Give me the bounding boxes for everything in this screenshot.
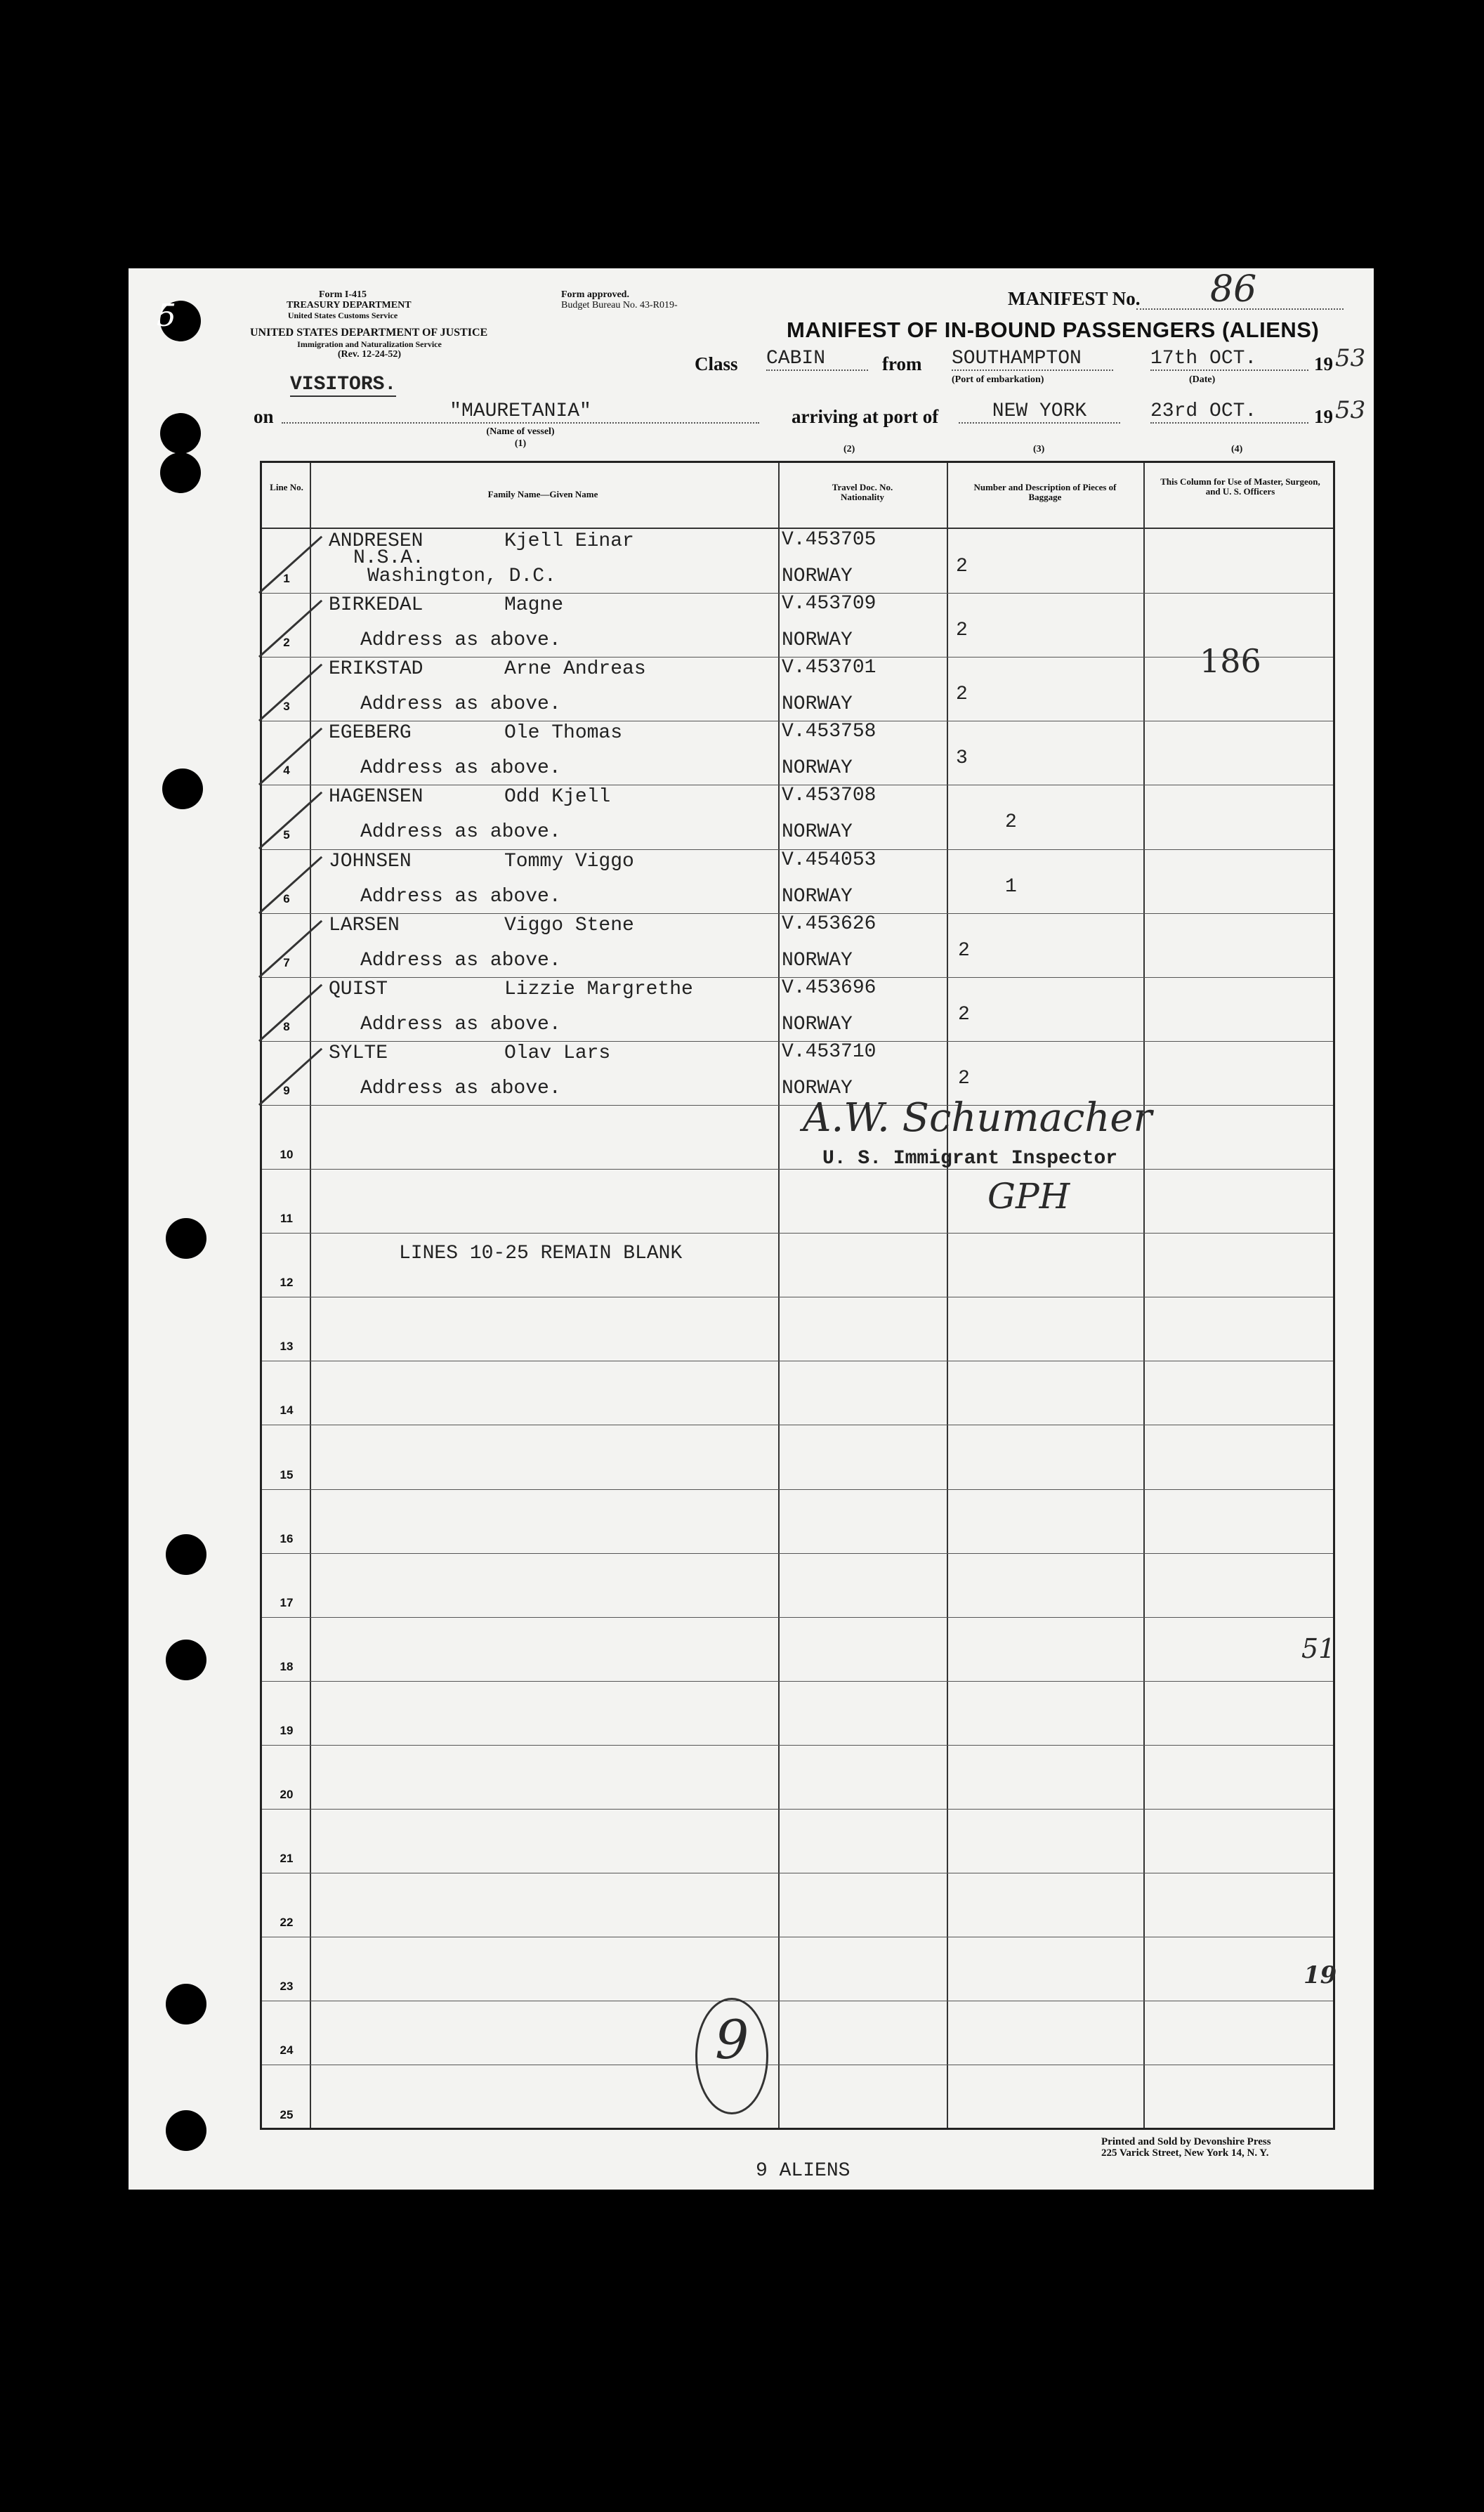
travel-doc-number: V.453696 [782, 976, 876, 999]
family-name: ERIKSTAD [329, 658, 423, 681]
margin-mark: 5 [157, 298, 176, 334]
line-number: 19 [280, 1723, 294, 1737]
nationality: NORWAY [782, 949, 853, 972]
col-divider [947, 463, 948, 2128]
blank-lines-note: LINES 10-25 REMAIN BLANK [399, 1243, 683, 1264]
class-value: CABIN [766, 348, 868, 371]
line-number: 16 [280, 1531, 294, 1545]
form-id: Form I-415 [318, 289, 367, 300]
row-divider [262, 1617, 1333, 1618]
manifest-title: MANIFEST OF IN-BOUND PASSENGERS (ALIENS) [787, 318, 1320, 342]
year-value: 53 [1335, 344, 1366, 372]
inspector-initials: GPH [987, 1176, 1070, 1217]
given-name: Magne [504, 594, 564, 617]
line-number: 20 [280, 1788, 294, 1801]
arriving-label: arriving at port of [792, 406, 939, 427]
travel-doc-number: V.453710 [782, 1040, 876, 1063]
col-header-line: Line No. [270, 482, 303, 492]
baggage-count: 1 [1005, 875, 1017, 898]
binder-hole [162, 768, 203, 809]
row-divider [262, 1745, 1333, 1746]
inspector-title: U. S. Immigrant Inspector [822, 1148, 1118, 1170]
nationality: NORWAY [782, 693, 853, 716]
row-divider [262, 1169, 1333, 1170]
line-number: 8 [283, 1019, 290, 1033]
line-number: 10 [280, 1148, 294, 1161]
manifest-label: MANIFEST No. [1008, 288, 1141, 309]
baggage-count: 2 [958, 939, 970, 962]
baggage-count: 2 [956, 556, 968, 577]
family-name: SYLTE [329, 1042, 388, 1064]
printer-line-2: 225 Varick Street, New York 14, N. Y. [1101, 2147, 1269, 2159]
line-number: 24 [280, 2043, 294, 2058]
line-number: 3 [283, 700, 290, 714]
line-number: 2 [283, 636, 290, 650]
col-divider [310, 463, 311, 2128]
given-name: Kjell Einar [504, 530, 634, 552]
class-label: Class [695, 353, 738, 374]
year-prefix: 19 [1314, 353, 1333, 374]
given-name: Arne Andreas [504, 658, 646, 681]
binder-hole [166, 1984, 206, 2024]
address-line: Address as above. [360, 821, 561, 844]
line-number: 6 [283, 891, 290, 905]
row-divider [262, 1809, 1333, 1810]
margin-note-23: 19 [1304, 1961, 1337, 1989]
address-line: Address as above. [360, 629, 561, 652]
travel-doc-number: V.453701 [782, 657, 876, 679]
binder-hole [160, 413, 201, 454]
line-number: 18 [280, 1659, 294, 1673]
address-line: Washington, D.C. [367, 565, 556, 587]
officer-number: 186 [1200, 642, 1261, 680]
nationality: NORWAY [782, 565, 853, 587]
col-2-number: (2) [843, 444, 855, 454]
row-divider [262, 1489, 1333, 1490]
row-divider [262, 1105, 1333, 1106]
address-line: Address as above. [360, 1013, 561, 1035]
binder-hole [166, 1534, 206, 1575]
margin-note-18: 51 [1301, 1633, 1336, 1664]
embarkation-caption: (Port of embarkation) [952, 374, 1044, 385]
budget-bureau: Budget Bureau No. 43-R019- [561, 300, 678, 310]
ins-heading: Immigration and Naturalization Service [297, 339, 442, 349]
baggage-count: 2 [958, 1067, 970, 1090]
row-divider [262, 1681, 1333, 1682]
line-number: 1 [283, 572, 290, 586]
address-line: N.S.A. [353, 547, 424, 569]
address-line: Address as above. [360, 949, 561, 972]
family-name: JOHNSEN [329, 850, 412, 872]
col-header-officers: This Column for Use of Master, Surgeon, and U. S. Officers [1160, 476, 1320, 497]
date-value: 17th OCT. [1150, 348, 1308, 371]
col-header-doc: Travel Doc. No. Nationality [832, 482, 893, 502]
travel-doc-number: V.454053 [782, 849, 876, 871]
family-name: LARSEN [329, 914, 400, 936]
baggage-count: 2 [958, 1003, 970, 1026]
travel-doc-number: V.453705 [782, 529, 876, 551]
binder-hole [166, 2110, 206, 2151]
binder-hole [166, 1218, 206, 1259]
col-1-number: (1) [514, 438, 527, 449]
baggage-count: 3 [956, 747, 968, 770]
address-line: Address as above. [360, 693, 561, 716]
from-value: SOUTHAMPTON [952, 348, 1113, 371]
family-name: QUIST [329, 978, 388, 1000]
row-divider [262, 1553, 1333, 1554]
travel-doc-number: V.453758 [782, 721, 876, 743]
nationality: NORWAY [782, 885, 853, 908]
line-number: 12 [280, 1276, 294, 1290]
line-number: 11 [280, 1212, 293, 1226]
line-number: 25 [280, 2107, 294, 2121]
line-number: 13 [280, 1340, 294, 1354]
inspector-signature: A.W. Schumacher [803, 1095, 1153, 1141]
circled-count-value: 9 [715, 2008, 749, 2071]
row-divider [262, 1233, 1333, 1234]
given-name: Lizzie Margrethe [504, 978, 693, 1000]
address-line: Address as above. [360, 757, 561, 780]
col-divider [778, 463, 780, 2128]
line-number: 21 [280, 1852, 294, 1866]
col-3-number: (3) [1033, 444, 1045, 454]
arrival-year-prefix: 19 [1314, 406, 1333, 427]
arrival-port: NEW YORK [959, 400, 1120, 424]
vessel-name: "MAURETANIA" [282, 400, 759, 424]
nationality: NORWAY [782, 1013, 853, 1035]
travel-doc-number: V.453708 [782, 785, 876, 807]
date-caption: (Date) [1189, 374, 1216, 385]
from-label: from [882, 353, 922, 374]
baggage-count: 2 [956, 620, 968, 642]
treasury-department: TREASURY DEPARTMENT [287, 300, 412, 310]
family-name: HAGENSEN [329, 786, 423, 809]
nationality: NORWAY [782, 629, 853, 652]
nationality: NORWAY [782, 821, 853, 844]
given-name: Olav Lars [504, 1042, 611, 1064]
printer-line-1: Printed and Sold by Devonshire Press [1101, 2136, 1271, 2147]
vessel-caption: (Name of vessel) [486, 426, 555, 437]
col-4-number: (4) [1231, 444, 1243, 454]
visitors-label: VISITORS. [290, 374, 397, 395]
form-approved: Form approved. [561, 289, 629, 300]
family-name: ANDRESEN [329, 530, 423, 552]
doj-heading: UNITED STATES DEPARTMENT OF JUSTICE [250, 327, 488, 339]
arrival-year: 53 [1335, 396, 1366, 424]
customs-service: United States Customs Service [287, 310, 398, 320]
on-label: on [254, 406, 274, 427]
travel-doc-number: V.453626 [782, 912, 876, 935]
line-number: 4 [283, 764, 290, 778]
line-number: 15 [280, 1467, 294, 1481]
line-number: 9 [283, 1083, 290, 1097]
address-line: Address as above. [360, 885, 561, 908]
baggage-count: 2 [1005, 811, 1017, 834]
given-name: Viggo Stene [504, 914, 634, 936]
given-name: Ole Thomas [504, 722, 623, 745]
line-number: 22 [280, 1916, 294, 1930]
given-name: Odd Kjell [504, 786, 611, 809]
travel-doc-number: V.453709 [782, 593, 876, 615]
col-header-name: Family Name—Given Name [487, 489, 598, 499]
address-line: Address as above. [360, 1077, 561, 1099]
line-number: 5 [283, 827, 290, 842]
aliens-count: 9 ALIENS [756, 2160, 851, 2182]
col-divider [1143, 463, 1145, 2128]
arrival-date: 23rd OCT. [1150, 400, 1308, 424]
revision-date: (Rev. 12-24-52) [337, 349, 402, 360]
line-number: 17 [280, 1595, 294, 1609]
given-name: Tommy Viggo [504, 850, 634, 872]
line-number: 14 [280, 1404, 294, 1418]
manifest-page [129, 268, 1374, 2190]
nationality: NORWAY [782, 1077, 853, 1099]
nationality: NORWAY [782, 757, 853, 780]
family-name: BIRKEDAL [329, 594, 423, 617]
binder-hole [160, 452, 201, 493]
line-number: 23 [280, 1980, 294, 1994]
col-header-baggage: Number and Description of Pieces of Baggage [973, 482, 1117, 502]
binder-hole [166, 1640, 206, 1680]
family-name: EGEBERG [329, 722, 412, 745]
baggage-count: 2 [956, 683, 968, 706]
manifest-number: 86 [1210, 268, 1257, 310]
line-number: 7 [283, 955, 290, 969]
manifest-table [260, 461, 1335, 2130]
